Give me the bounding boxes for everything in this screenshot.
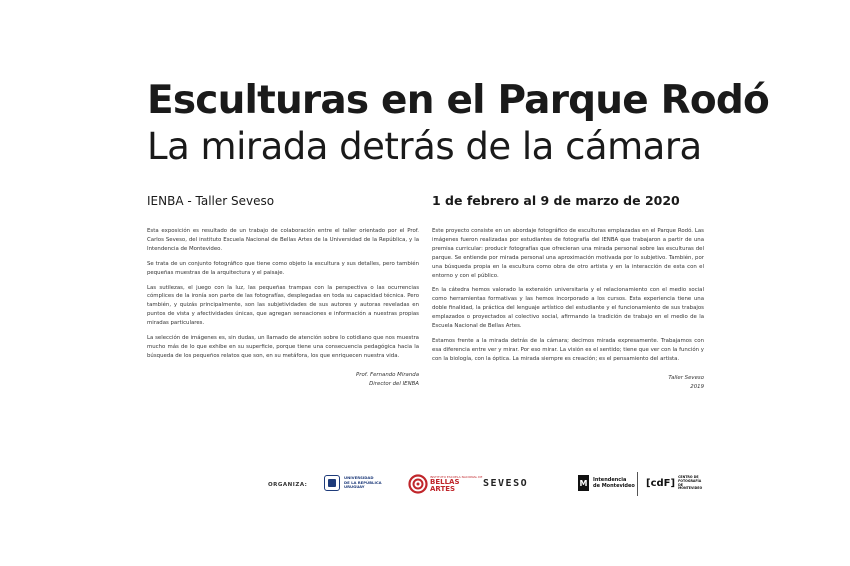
signature-name: Prof. Fernando Miranda bbox=[355, 371, 419, 378]
sponsor-logos bbox=[268, 470, 708, 500]
seveso-logo: SEVESO bbox=[483, 478, 529, 489]
cdf-text: FOTOGRAFÍA bbox=[678, 478, 702, 483]
spiral-icon bbox=[408, 474, 428, 494]
udelar-text: UNIVERSIDAD bbox=[344, 475, 374, 481]
signature-name: Taller Seveso bbox=[668, 374, 704, 381]
bellas-small-text: INSTITUTO ESCUELA NACIONAL DE bbox=[430, 475, 483, 479]
cdf-text: CENTRO DE bbox=[678, 475, 699, 479]
udelar-seal-icon bbox=[324, 475, 340, 491]
paragraph: En la cátedra hemos valorado la extensión universitaria y el relacionamiento con el medio social como herramientas formativas y las hemos incorporado a los cursos. Esta experiencia tiene una doble finalidad, la práctica del lenguaje artístico del estudiante y el funcionamiento de sus trabajos emplazados o proyectados al colectivo social, afirmando la tradición de trabajo en el medio de la Escuela Nacional de Bellas Artes. bbox=[432, 287, 704, 330]
intendencia-logo bbox=[578, 475, 635, 491]
paragraph: Estamos frente a la mirada detrás de la cámara; decimos mirada expresamente. Trabajamos con esa diferencia entre ver y mirar. Por eso mirar. La visión es el sentido; tiene que ver con la función y con la biología, con la óptica. La mirada siempre es creación; es el pensamiento del artista. bbox=[432, 337, 704, 362]
bellas-big-text: BELLAS bbox=[430, 478, 460, 486]
logo-divider bbox=[637, 472, 638, 496]
title-line-2: La mirada detrás de la cámara bbox=[147, 125, 702, 168]
udelar-logo bbox=[324, 475, 382, 491]
paragraph: Se trata de un conjunto fotográfico que tiene como objeto la escultura y sus detalles, pero también pequeñas muestras de la arquitectura y el paisaje. bbox=[147, 260, 419, 276]
intendencia-text: de Montevideo bbox=[593, 483, 635, 489]
udelar-text: URUGUAY bbox=[344, 484, 365, 490]
subtitle-dates: 1 de febrero al 9 de marzo de 2020 bbox=[432, 193, 680, 208]
bellas-big-text: ARTES bbox=[430, 485, 456, 493]
signature-year: 2019 bbox=[690, 383, 704, 390]
paragraph: Esta exposición es resultado de un trabajo de colaboración entre el taller orientado por el Prof. Carlos Seveso, del instituto Escuela Nacional de Bellas Artes de la Universidad de la República, y la Intendencia de Montevideo. bbox=[147, 228, 419, 252]
paragraph: La selección de imágenes es, sin dudas, un llamado de atención sobre lo cotidiano que nos muestra mucho más de lo que exhibe en su superficie, porque tiene una consecuencia pedagógica hacia la búsqueda de los pequeños relatos que son, en su metáfora, los que enriquecen nuestra vida. bbox=[147, 335, 419, 359]
cdf-logo bbox=[646, 476, 708, 491]
paragraph: Este proyecto consiste en un abordaje fotográfico de esculturas emplazadas en el Parque Rodó. Las imágenes fueron realizadas por estudiantes de fotografía del IENBA que trabajaron a partir de una premisa curricular: producir fotografías que ofrecieran una mirada personal sobre las esculturas del parque. Se entiende por mirada personal una aproximación motivada por lo subjetivo. También, por una búsqueda propia en la escultura como obra de otro artista y en la interacción de esta con el entorno y con el público. bbox=[432, 228, 704, 279]
title-line-1: Esculturas en el Parque Rodó bbox=[147, 78, 769, 123]
bellas-artes-logo bbox=[408, 474, 482, 494]
right-signature bbox=[432, 374, 704, 392]
cdf-mark: [cdF] bbox=[646, 478, 676, 490]
udelar-text: DE LA REPÚBLICA bbox=[344, 479, 382, 485]
paragraph: Las sutilezas, el juego con la luz, las pequeñas trampas con la perspectiva o las ocurrencias cómplices de la ironía son parte de las fotografías, desplegadas en toda su capacidad técnica. Pero también, y quizás principalmente, son las subjetividades de sus autores y autoras reveladas en puntos de vista y afectividades únicas, que agregan sensaciones e información a nuestras propias miradas particulares. bbox=[147, 284, 419, 327]
subtitle-left: IENBA - Taller Seveso bbox=[147, 194, 275, 208]
right-column-text bbox=[432, 227, 704, 392]
left-column-text bbox=[147, 227, 419, 389]
signature-role: Director del IENBA bbox=[369, 380, 419, 387]
organiza-label: ORGANIZA: bbox=[268, 482, 308, 488]
left-signature bbox=[147, 371, 419, 389]
intendencia-m-icon: M bbox=[578, 475, 589, 491]
intendencia-text: Intendencia bbox=[593, 477, 627, 483]
cdf-text: DE MONTEVIDEO bbox=[678, 482, 703, 491]
